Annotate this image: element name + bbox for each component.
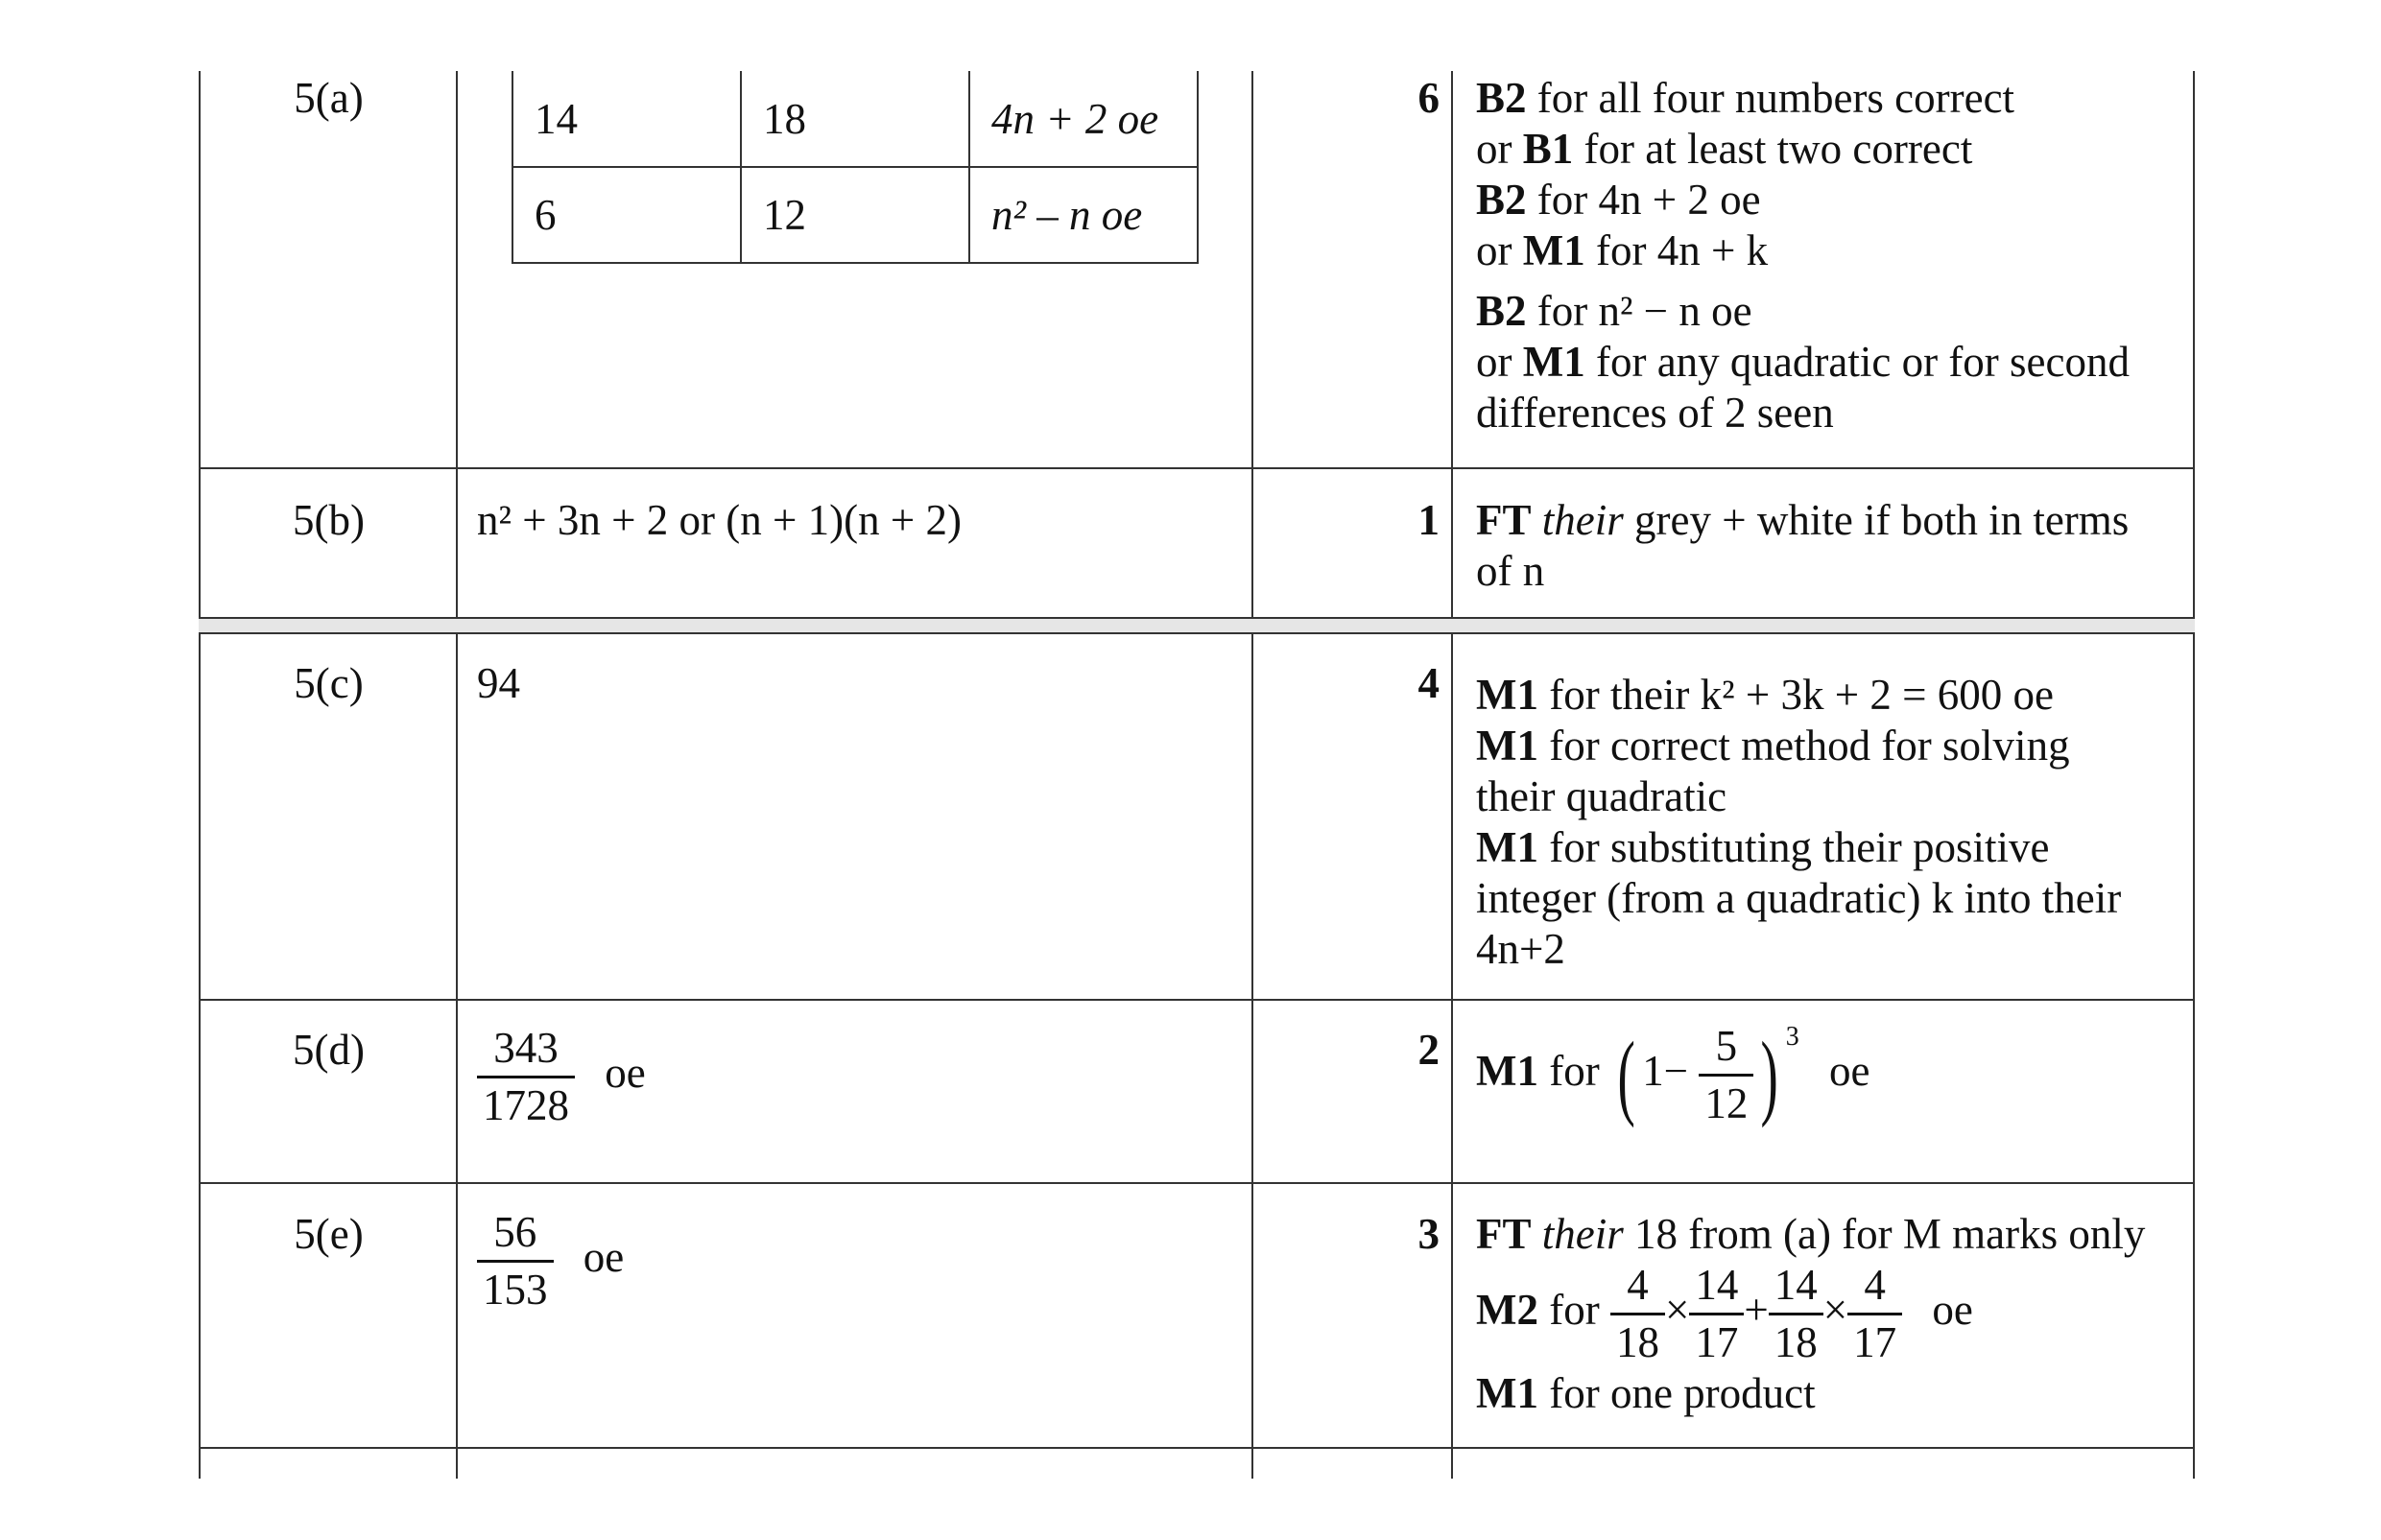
table-cell: 4n + 2 oe	[969, 71, 1198, 167]
row-divider	[199, 632, 2195, 634]
guidance-text: B2 for all four numbers correct or B1 for at least two correct B2 for 4n + 2 oe or M1 for 4n + k B2 for n² − n oe or M1 for any quadratic or for second differences of 2 seen	[1476, 74, 2131, 437]
answer: $\frac{343}{1728}$ oe	[477, 1027, 646, 1127]
table-cell: n² – n oe	[969, 167, 1198, 263]
question-number: 5(e)	[294, 1210, 364, 1258]
question-number: 5(d)	[293, 1026, 365, 1074]
col-border-answer	[1251, 71, 1253, 1479]
row-divider	[199, 1447, 2195, 1449]
guidance-fraction: $\frac{5}{12}$	[1699, 1025, 1753, 1125]
table-row	[512, 71, 1198, 167]
marks: 3	[1417, 1210, 1440, 1258]
marks: 2	[1417, 1026, 1440, 1074]
answer: $\frac{56}{153}$ oe	[477, 1211, 624, 1312]
guidance-text: FT their 18 from (a) for M marks only M2 for $\frac{4}{18}$ × $\frac{14}{17}$ + $\frac{14}{18}$ × $\frac{4}{17}$ oe M1 for one product	[1476, 1210, 2146, 1417]
answer-fraction: $\frac{343}{1728}$	[477, 1027, 575, 1127]
table-cell: 12	[741, 167, 969, 263]
guidance-text: FT their grey + white if both in terms of n	[1476, 496, 2130, 595]
guidance-text: M1 for ( 1− $\frac{5}{12}$ ) $^3$ oe	[1476, 1021, 1870, 1128]
row-divider	[199, 999, 2195, 1001]
guidance-text: M1 for their k² + 3k + 2 = 600 oe M1 for correct method for solving their quadratic M1 for substituting their positive integer (from a quadratic) k into their 4n+2	[1476, 671, 2122, 973]
question-number: 5(b)	[293, 496, 365, 544]
marks: 6	[1417, 74, 1440, 122]
answer: 94	[477, 659, 520, 707]
answer-table	[512, 71, 1199, 264]
answer-fraction: $\frac{56}{153}$	[477, 1211, 554, 1312]
answer: n² + 3n + 2 or (n + 1)(n + 2)	[477, 496, 962, 544]
marks: 1	[1417, 496, 1440, 544]
table-cell: 6	[512, 167, 741, 263]
col-border-marks	[1451, 71, 1453, 1479]
col-border-question	[456, 71, 458, 1479]
row-divider	[199, 1182, 2195, 1184]
marks: 4	[1417, 659, 1440, 707]
question-number: 5(a)	[294, 74, 364, 122]
guidance-fraction: $\frac{14}{17}$	[1689, 1264, 1744, 1364]
table-cell: 18	[741, 71, 969, 167]
question-number: 5(c)	[294, 659, 364, 707]
col-border-right	[2193, 71, 2195, 1479]
guidance-fraction: $\frac{4}{18}$	[1610, 1264, 1665, 1364]
guidance-fraction: $\frac{4}{17}$	[1847, 1264, 1902, 1364]
table-cell: 14	[512, 71, 741, 167]
row-divider	[199, 467, 2195, 469]
guidance-fraction: $\frac{14}{18}$	[1769, 1264, 1823, 1364]
col-border-left	[199, 71, 201, 1479]
table-row	[512, 167, 1198, 263]
